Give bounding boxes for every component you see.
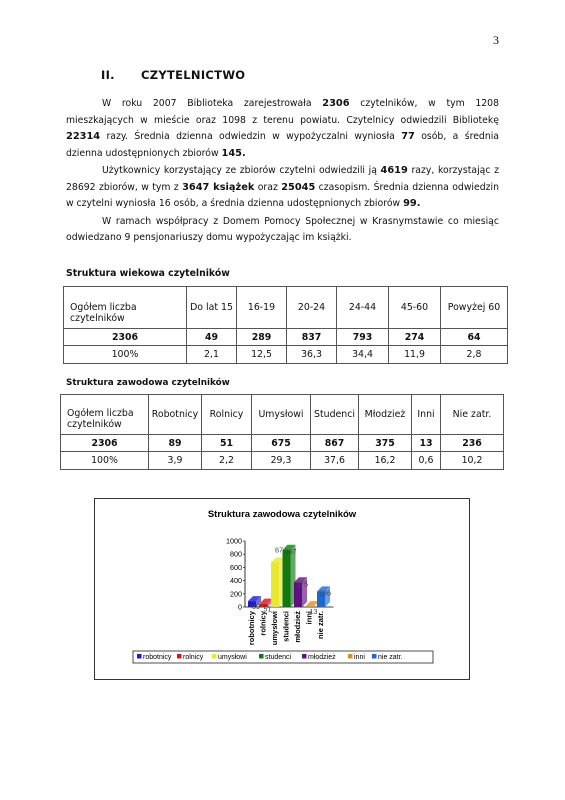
table-cell: 375 (359, 435, 412, 452)
table-cell: 289 (237, 329, 287, 346)
table-cell: 16,2 (359, 452, 412, 470)
header-cell: Robotnicy (149, 395, 202, 435)
table-cell: 274 (389, 329, 441, 346)
profession-table-caption: Struktura zawodowa czytelników (66, 378, 230, 388)
table-cell: 49 (187, 329, 237, 346)
y-tick-label: 600 (230, 562, 242, 572)
y-tick-label: 1000 (226, 536, 242, 546)
data-label: 375 (296, 579, 308, 589)
age-structure-table (63, 286, 508, 364)
x-category-label: rolnicy (258, 611, 268, 636)
table-row-percents (61, 452, 504, 470)
data-label: 89 (252, 602, 260, 612)
table-cell: 29,3 (252, 452, 311, 470)
section-heading (101, 68, 245, 82)
legend-label: studenci (265, 654, 292, 661)
profession-chart-svg (95, 499, 469, 679)
table-cell: 100% (64, 346, 187, 364)
table-row-percents (64, 346, 508, 364)
header-cell: 20-24 (287, 287, 337, 329)
table-cell: 2306 (64, 329, 187, 346)
legend-label: młodzież (308, 654, 336, 661)
table-cell: 89 (149, 435, 202, 452)
table-cell: 837 (287, 329, 337, 346)
section-title: CZYTELNICTWO (141, 68, 246, 82)
header-cell: Studenci (311, 395, 359, 435)
table-cell: 51 (202, 435, 252, 452)
table-row-counts (64, 329, 508, 346)
age-table-caption: Struktura wiekowa czytelników (66, 268, 230, 279)
data-label: 13 (309, 607, 318, 617)
table-cell: 34,4 (337, 346, 389, 364)
legend-label: nie zatr. (378, 654, 403, 661)
header-cell: Ogółem liczba czytelników (61, 395, 149, 435)
table-cell: 37,6 (311, 452, 359, 470)
table-header-row (64, 287, 508, 329)
header-cell: 45-60 (389, 287, 441, 329)
profession-chart (94, 498, 470, 680)
data-label: 51 (263, 604, 272, 614)
table-cell: 100% (61, 452, 149, 470)
y-tick-label: 200 (230, 589, 242, 599)
legend-swatch (259, 654, 264, 659)
legend-swatch (137, 654, 142, 659)
table-cell: 11,9 (389, 346, 441, 364)
data-label: 236 (319, 588, 331, 598)
table-cell: 13 (412, 435, 441, 452)
x-category-label: umysłowi (270, 611, 279, 646)
table-header-row (61, 395, 504, 435)
table-cell: 0,6 (412, 452, 441, 470)
paragraph-cooperation: W ramach współpracy z Domem Pomocy Społecznej w Krasnymstawie co miesiąc odwiedzano 9 pensjonariuszy domu wypożyczając im książki. (66, 215, 499, 243)
x-category-label: inni (304, 611, 314, 625)
table-cell: 12,5 (237, 346, 287, 364)
header-cell: Do lat 15 (187, 287, 237, 329)
x-category-label: młodzież (293, 611, 302, 643)
y-tick-label: 800 (230, 549, 242, 559)
legend-label: rolnicy (183, 654, 204, 661)
table-row-counts (61, 435, 504, 452)
table-cell: 3,9 (149, 452, 202, 470)
table-cell: 793 (337, 329, 389, 346)
header-cell: Inni (412, 395, 441, 435)
legend-swatch (302, 654, 307, 659)
x-category-label: nie zatr. (316, 611, 325, 639)
data-label: 867 (284, 546, 297, 556)
table-cell: 867 (311, 435, 359, 452)
section-number: II. (101, 68, 115, 82)
paragraph-reading-room: Użytkownicy korzystający ze zbiorów czytelni odwiedzili ją 4619 razy, korzystając z 28692 zbiorów, w tym z 3647 książek oraz 25045 czasopism. Średnia dzienna odwiedzin w czytelni wyniosła 16 osób, a średnia dzienna udostępnionych zbiorów 99. (66, 165, 500, 209)
table-cell: 2,8 (441, 346, 508, 364)
header-cell: 16-19 (237, 287, 287, 329)
header-cell: Nie zatr. (441, 395, 504, 435)
table-cell: 10,2 (441, 452, 504, 470)
table-cell: 2306 (61, 435, 149, 452)
x-category-label: robotnicy (247, 611, 256, 646)
table-cell: 64 (441, 329, 508, 346)
legend-swatch (348, 654, 353, 659)
legend-swatch (212, 654, 217, 659)
table-cell: 675 (252, 435, 311, 452)
header-cell: Umysłowi (252, 395, 311, 435)
page-number: 3 (493, 33, 499, 47)
body-text (66, 96, 499, 247)
header-cell: Młodzież (359, 395, 412, 435)
legend-label: inni (354, 654, 365, 661)
header-cell: Powyżej 60 (441, 287, 508, 329)
bar (283, 550, 291, 607)
legend-swatch (372, 654, 377, 659)
legend-label: umysłowi (218, 654, 247, 661)
header-cell: Rolnicy (202, 395, 252, 435)
legend-swatch (177, 654, 182, 659)
header-cell: 24-44 (337, 287, 389, 329)
data-label: 67 (275, 545, 283, 555)
legend-label: robotnicy (143, 654, 172, 661)
table-cell: 2,1 (187, 346, 237, 364)
table-cell: 36,3 (287, 346, 337, 364)
header-cell: Ogółem liczba czytelników (64, 287, 187, 329)
paragraph-registration: W roku 2007 Biblioteka zarejestrowała 2306 czytelników, w tym 1208 mieszkających w mieście oraz 1098 z terenu powiatu. Czytelnicy odwiedzili Bibliotekę 22314 razy. Średnia dzienna odwiedzin w wypożyczalni wyniosła 77 osób, a średnia dzienna udostępnionych zbiorów 145. (66, 98, 499, 159)
bar (271, 562, 279, 607)
chart-title: Struktura zawodowa czytelników (207, 509, 357, 520)
y-tick-label: 0 (238, 602, 242, 612)
profession-structure-table (60, 394, 504, 470)
y-tick-label: 400 (230, 576, 242, 586)
x-category-label: studenci (281, 611, 291, 642)
table-cell: 2,2 (202, 452, 252, 470)
table-cell: 236 (441, 435, 504, 452)
